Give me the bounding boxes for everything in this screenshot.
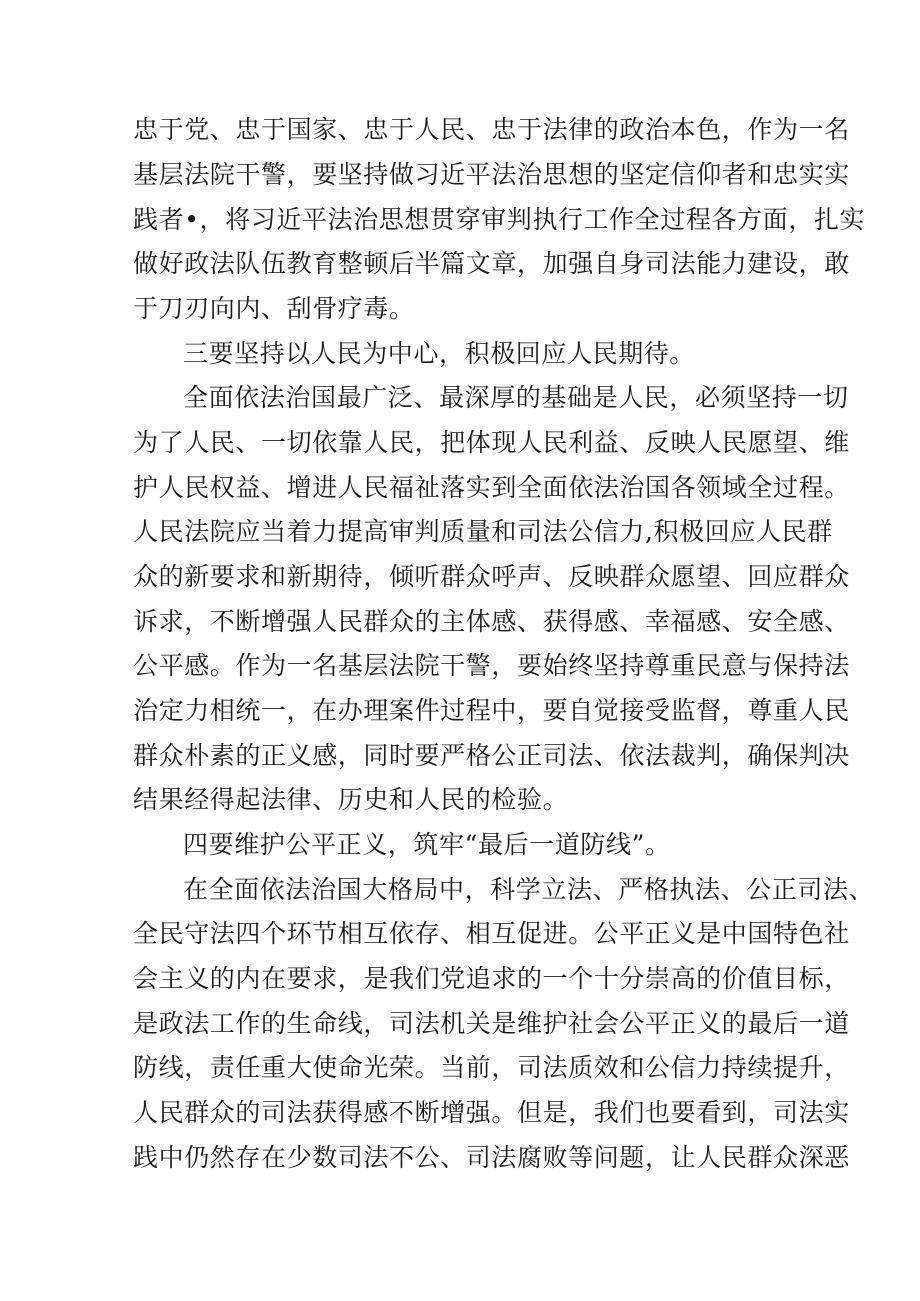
text-line: 践者•，将习近平法治思想贯穿审判执行工作全过程各方面，扎实 — [133, 205, 866, 234]
text-line: 治定力相统一，在办理案件过程中，要自觉接受监督，尊重人民 — [133, 696, 850, 725]
text-line: 做好政法队伍教育整顿后半篇文章，加强自身司法能力建设，敢 — [133, 249, 850, 278]
text-line: 在全面依法治国大格局中，科学立法、严格执法、公正司法、 — [183, 875, 875, 904]
text-line: 基层法院干警，要坚持做习近平法治思想的坚定信仰者和忠实实 — [133, 160, 850, 189]
text-line: 践中仍然存在少数司法不公、司法腐败等问题，让人民群众深恶 — [133, 1143, 850, 1172]
text-line: 于刀刃向内、刮骨疗毒。 — [133, 294, 415, 323]
text-line: 是政法工作的生命线，司法机关是维护社会公平正义的最后一道 — [133, 1009, 850, 1038]
text-line: 会主义的内在要求，是我们党追求的一个十分崇高的价值目标， — [133, 964, 850, 993]
text-line: 人民群众的司法获得感不断增强。但是，我们也要看到，司法实 — [133, 1098, 850, 1127]
text-line: 全民守法四个环节相互依存、相互促进。公平正义是中国特色社 — [133, 919, 850, 948]
text-line: 人民法院应当着力提高审判质量和司法公信力,积极回应人民群 — [133, 517, 833, 546]
text-line: 公平感。作为一名基层法院干警，要始终坚持尊重民意与保持法 — [133, 651, 850, 680]
text-line: 为了人民、一切依靠人民，把体现人民利益、反映人民愿望、维 — [133, 428, 850, 457]
text-line: 护人民权益、增进人民福祉落实到全面依法治国各领域全过程。 — [133, 473, 850, 502]
text-line: 忠于党、忠于国家、忠于人民、忠于法律的政治本色，作为一名 — [133, 115, 850, 144]
text-line: 全面依法治国最广泛、最深厚的基础是人民，必须坚持一切 — [183, 383, 849, 412]
section-heading-3: 三要坚持以人民为中心，积极回应人民期待。 — [183, 339, 696, 368]
text-line: 结果经得起法律、历史和人民的检验。 — [133, 785, 569, 814]
text-line: 群众朴素的正义感，同时要严格公正司法、依法裁判，确保判决 — [133, 741, 850, 770]
text-line: 防线，责任重大使命光荣。当前，司法质效和公信力持续提升， — [133, 1053, 850, 1082]
section-heading-4: 四要维护公平正义，筑牢“最后一道防线”。 — [183, 830, 671, 859]
text-line: 众的新要求和新期待，倾听群众呼声、反映群众愿望、回应群众 — [133, 562, 850, 591]
text-line: 诉求，不断增强人民群众的主体感、获得感、幸福感、安全感、 — [133, 607, 850, 636]
